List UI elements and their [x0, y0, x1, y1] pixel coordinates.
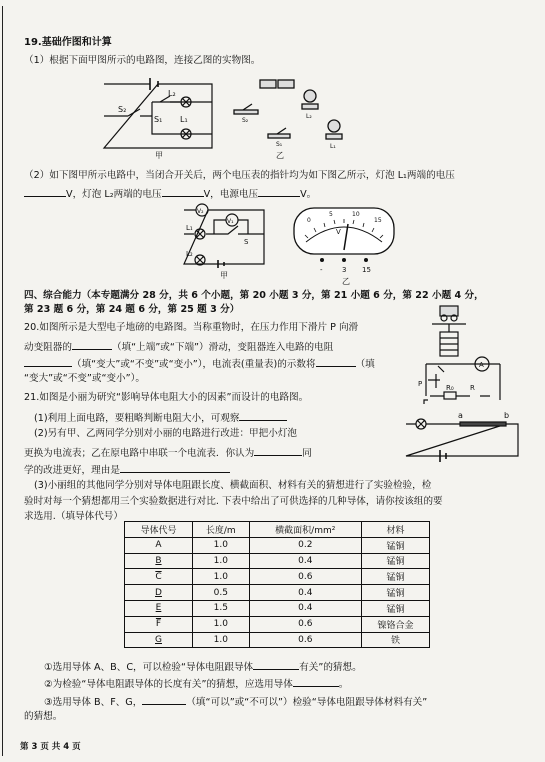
table-row — [125, 616, 430, 632]
q21-line7: 验时对每一个猜想都用三个实验数据进行对比. 下表中给出了可供选择的几种导体，请你按该组的要 — [24, 496, 443, 507]
table-cell: 1.0 — [192, 569, 249, 585]
svg-text:S₁: S₁ — [276, 141, 283, 148]
q19-part1: （1）根据下面甲图所示的电路图，连接乙图的实物图。 — [24, 55, 261, 66]
section4-heading: 四、综合能力（本专题满分 28 分，共 6 个小题，第 20 小题 3 分，第 21 小题 6 分，第 22 小题 4 分， — [24, 290, 484, 301]
table-cell: 1.0 — [192, 537, 249, 553]
table-cell: 0.2 — [249, 537, 361, 553]
answer-blank-reason[interactable] — [120, 462, 230, 473]
q21-line4: 更换为电流表；乙在原电路中串联一个电流表．你认为 同 — [24, 445, 312, 460]
answer-blank-l1-voltage[interactable] — [24, 186, 66, 197]
table-cell: 镍铬合金 — [361, 616, 429, 632]
label-s2: S₂ — [118, 105, 127, 114]
label-v1: V₁ — [227, 218, 234, 225]
label-b: b — [504, 411, 510, 420]
answer-3: ③选用导体 B、F、G， （填“可以”或“不可以”）检验“导体电阻跟导体材料有关” — [44, 694, 427, 709]
q20-line4: “变大”或“不变”或“变小”）。 — [24, 373, 145, 384]
answer-blank-slider-direction[interactable] — [72, 339, 112, 350]
label-l2-fig2: L₂ — [186, 250, 193, 258]
table-row — [125, 569, 430, 585]
col-header-material: 材料 — [361, 522, 429, 538]
table-cell: 铁 — [361, 632, 429, 648]
table-cell: 锰铜 — [361, 553, 429, 569]
table-cell: 锰铜 — [361, 585, 429, 601]
weighbridge-circuit — [410, 300, 512, 410]
fig1-yi-label: 乙 — [276, 151, 284, 160]
svg-text:S₂: S₂ — [242, 117, 249, 124]
conductor-table — [124, 521, 430, 648]
answer-1: ①选用导体 A、B、C，可以检验“导体电阻跟导体 有关”的猜想。 — [44, 659, 362, 674]
table-cell: 1.0 — [192, 632, 249, 648]
q19-part2-line1: （2）如下图甲所示电路中，当闭合开关后，两个电压表的指针均为如下图乙所示，灯泡 L₁两端的电压 — [24, 170, 455, 181]
table-cell: 锰铜 — [361, 569, 429, 585]
answer-blank-better-student[interactable] — [254, 445, 302, 456]
section4-heading-line2: 第 23 题 6 分，第 24 题 6 分，第 25 题 3 分） — [24, 304, 240, 315]
dial-terminal-3: 3 — [342, 266, 347, 274]
table-header-row — [125, 522, 430, 538]
table-cell: G — [125, 632, 193, 648]
resistance-test-circuit — [400, 408, 524, 466]
label-a: a — [458, 411, 463, 420]
label-l1: L₁ — [180, 115, 188, 124]
label-l1-fig2: L₁ — [186, 224, 193, 232]
answer-blank-length-conductors[interactable] — [293, 676, 339, 687]
q19-part2-line2: V，灯泡 L₂两端的电压 V，电源电压 V。 — [24, 186, 316, 201]
q20-line1: 20.如图所示是大型电子地磅的电路图。当称重物时，在压力作用下滑片 P 向滑 — [24, 322, 359, 333]
answer-3-line2: 的猜想。 — [24, 711, 63, 722]
svg-text:L₁: L₁ — [330, 143, 336, 150]
dial-top-5: 5 — [329, 211, 333, 218]
answer-blank-can-or-cannot[interactable] — [142, 694, 186, 705]
table-cell: 0.5 — [192, 585, 249, 601]
q21-line8: 求选用.（填导体代号） — [24, 511, 123, 522]
voltmeter-dial — [292, 206, 396, 274]
q21-line6: (3)小丽组的其他同学分别对导体电阻跟长度、横截面积、材料有关的猜想进行了实验检验，检 — [34, 480, 432, 491]
table-cell: E — [125, 600, 193, 616]
label-r0: R₀ — [446, 384, 454, 392]
table-cell: 0.6 — [249, 569, 361, 585]
q19-title: 19.基础作图和计算 — [24, 37, 112, 48]
table-row — [125, 632, 430, 648]
table-row — [125, 600, 430, 616]
q21-line2: (1)利用上面电路，要粗略判断电阻大小，可观察 — [34, 410, 287, 425]
table-cell: A — [125, 537, 193, 553]
table-cell: 0.6 — [249, 632, 361, 648]
table-row — [125, 537, 430, 553]
col-header-area: 横截面积/mm² — [249, 522, 361, 538]
table-cell: D — [125, 585, 193, 601]
label-s1: S₁ — [154, 115, 163, 124]
table-cell: $\overline{C}$ — [125, 569, 193, 585]
table-cell: 锰铜 — [361, 537, 429, 553]
page-footer: 第 3 页 共 4 页 — [20, 742, 81, 752]
table-row — [125, 585, 430, 601]
answer-blank-l2-voltage[interactable] — [162, 186, 204, 197]
table-cell: 1.0 — [192, 553, 249, 569]
q20-line3: （填“变大”或“不变”或“变小”），电流表(重量表)的示数将 （填 — [24, 356, 375, 371]
q20-line2: 动变阻器的 （填“上端”或“下端”）滑动，变阻器连入电路的电阻 — [24, 339, 333, 354]
table-cell: 0.6 — [249, 616, 361, 632]
svg-text:L₂: L₂ — [306, 113, 312, 120]
fig2-jia-label: 甲 — [220, 271, 228, 280]
q21-line5: 学的改进更好，理由是 — [24, 462, 230, 477]
answer-2: ②为检验“导体电阻跟导体的长度有关”的猜想，应选用导体 。 — [44, 676, 348, 691]
label-ammeter: A — [479, 361, 484, 369]
label-p: P — [418, 380, 423, 388]
table-cell: 1.5 — [192, 600, 249, 616]
table-cell: $\overline{F}$ — [125, 616, 193, 632]
col-header-length: 长度/m — [192, 522, 249, 538]
label-l2: L₂ — [168, 89, 176, 98]
col-header-code: 导体代号 — [125, 522, 193, 538]
circuit-diagram-jia-2 — [178, 200, 270, 270]
q21-line3: (2)另有甲、乙两同学分别对小丽的电路进行改进：甲把小灯泡 — [34, 428, 298, 439]
physical-components-yi — [222, 74, 352, 154]
table-cell: B — [125, 553, 193, 569]
fig1-jia-label: 甲 — [155, 151, 163, 160]
answer-blank-resistance-change[interactable] — [24, 356, 72, 367]
svg-text:V: V — [336, 228, 341, 236]
table-cell: 0.4 — [249, 585, 361, 601]
table-cell: 0.4 — [249, 600, 361, 616]
fig2-yi-label: 乙 — [342, 277, 350, 286]
answer-blank-current-reading[interactable] — [316, 356, 356, 367]
dial-top-0: 0 — [307, 217, 311, 224]
label-v2: V₂ — [197, 208, 204, 215]
q21-line1: 21.如图是小丽为研究“影响导体电阻大小的因素”而设计的电路图。 — [24, 392, 309, 403]
label-s-fig2: S — [244, 238, 249, 246]
table-cell: 0.4 — [249, 553, 361, 569]
table-cell: 锰铜 — [361, 600, 429, 616]
dial-top-15: 15 — [374, 217, 382, 224]
label-r: R — [470, 384, 475, 392]
answer-blank-factor[interactable] — [253, 659, 299, 670]
dial-terminal-15: 15 — [362, 266, 371, 274]
circuit-diagram-jia-1 — [100, 76, 220, 156]
table-cell: 1.0 — [192, 616, 249, 632]
answer-blank-observe[interactable] — [239, 410, 287, 421]
answer-blank-source-voltage[interactable] — [258, 186, 300, 197]
dial-top-10: 10 — [352, 211, 360, 218]
table-row — [125, 553, 430, 569]
svg-text:-: - — [320, 266, 323, 274]
